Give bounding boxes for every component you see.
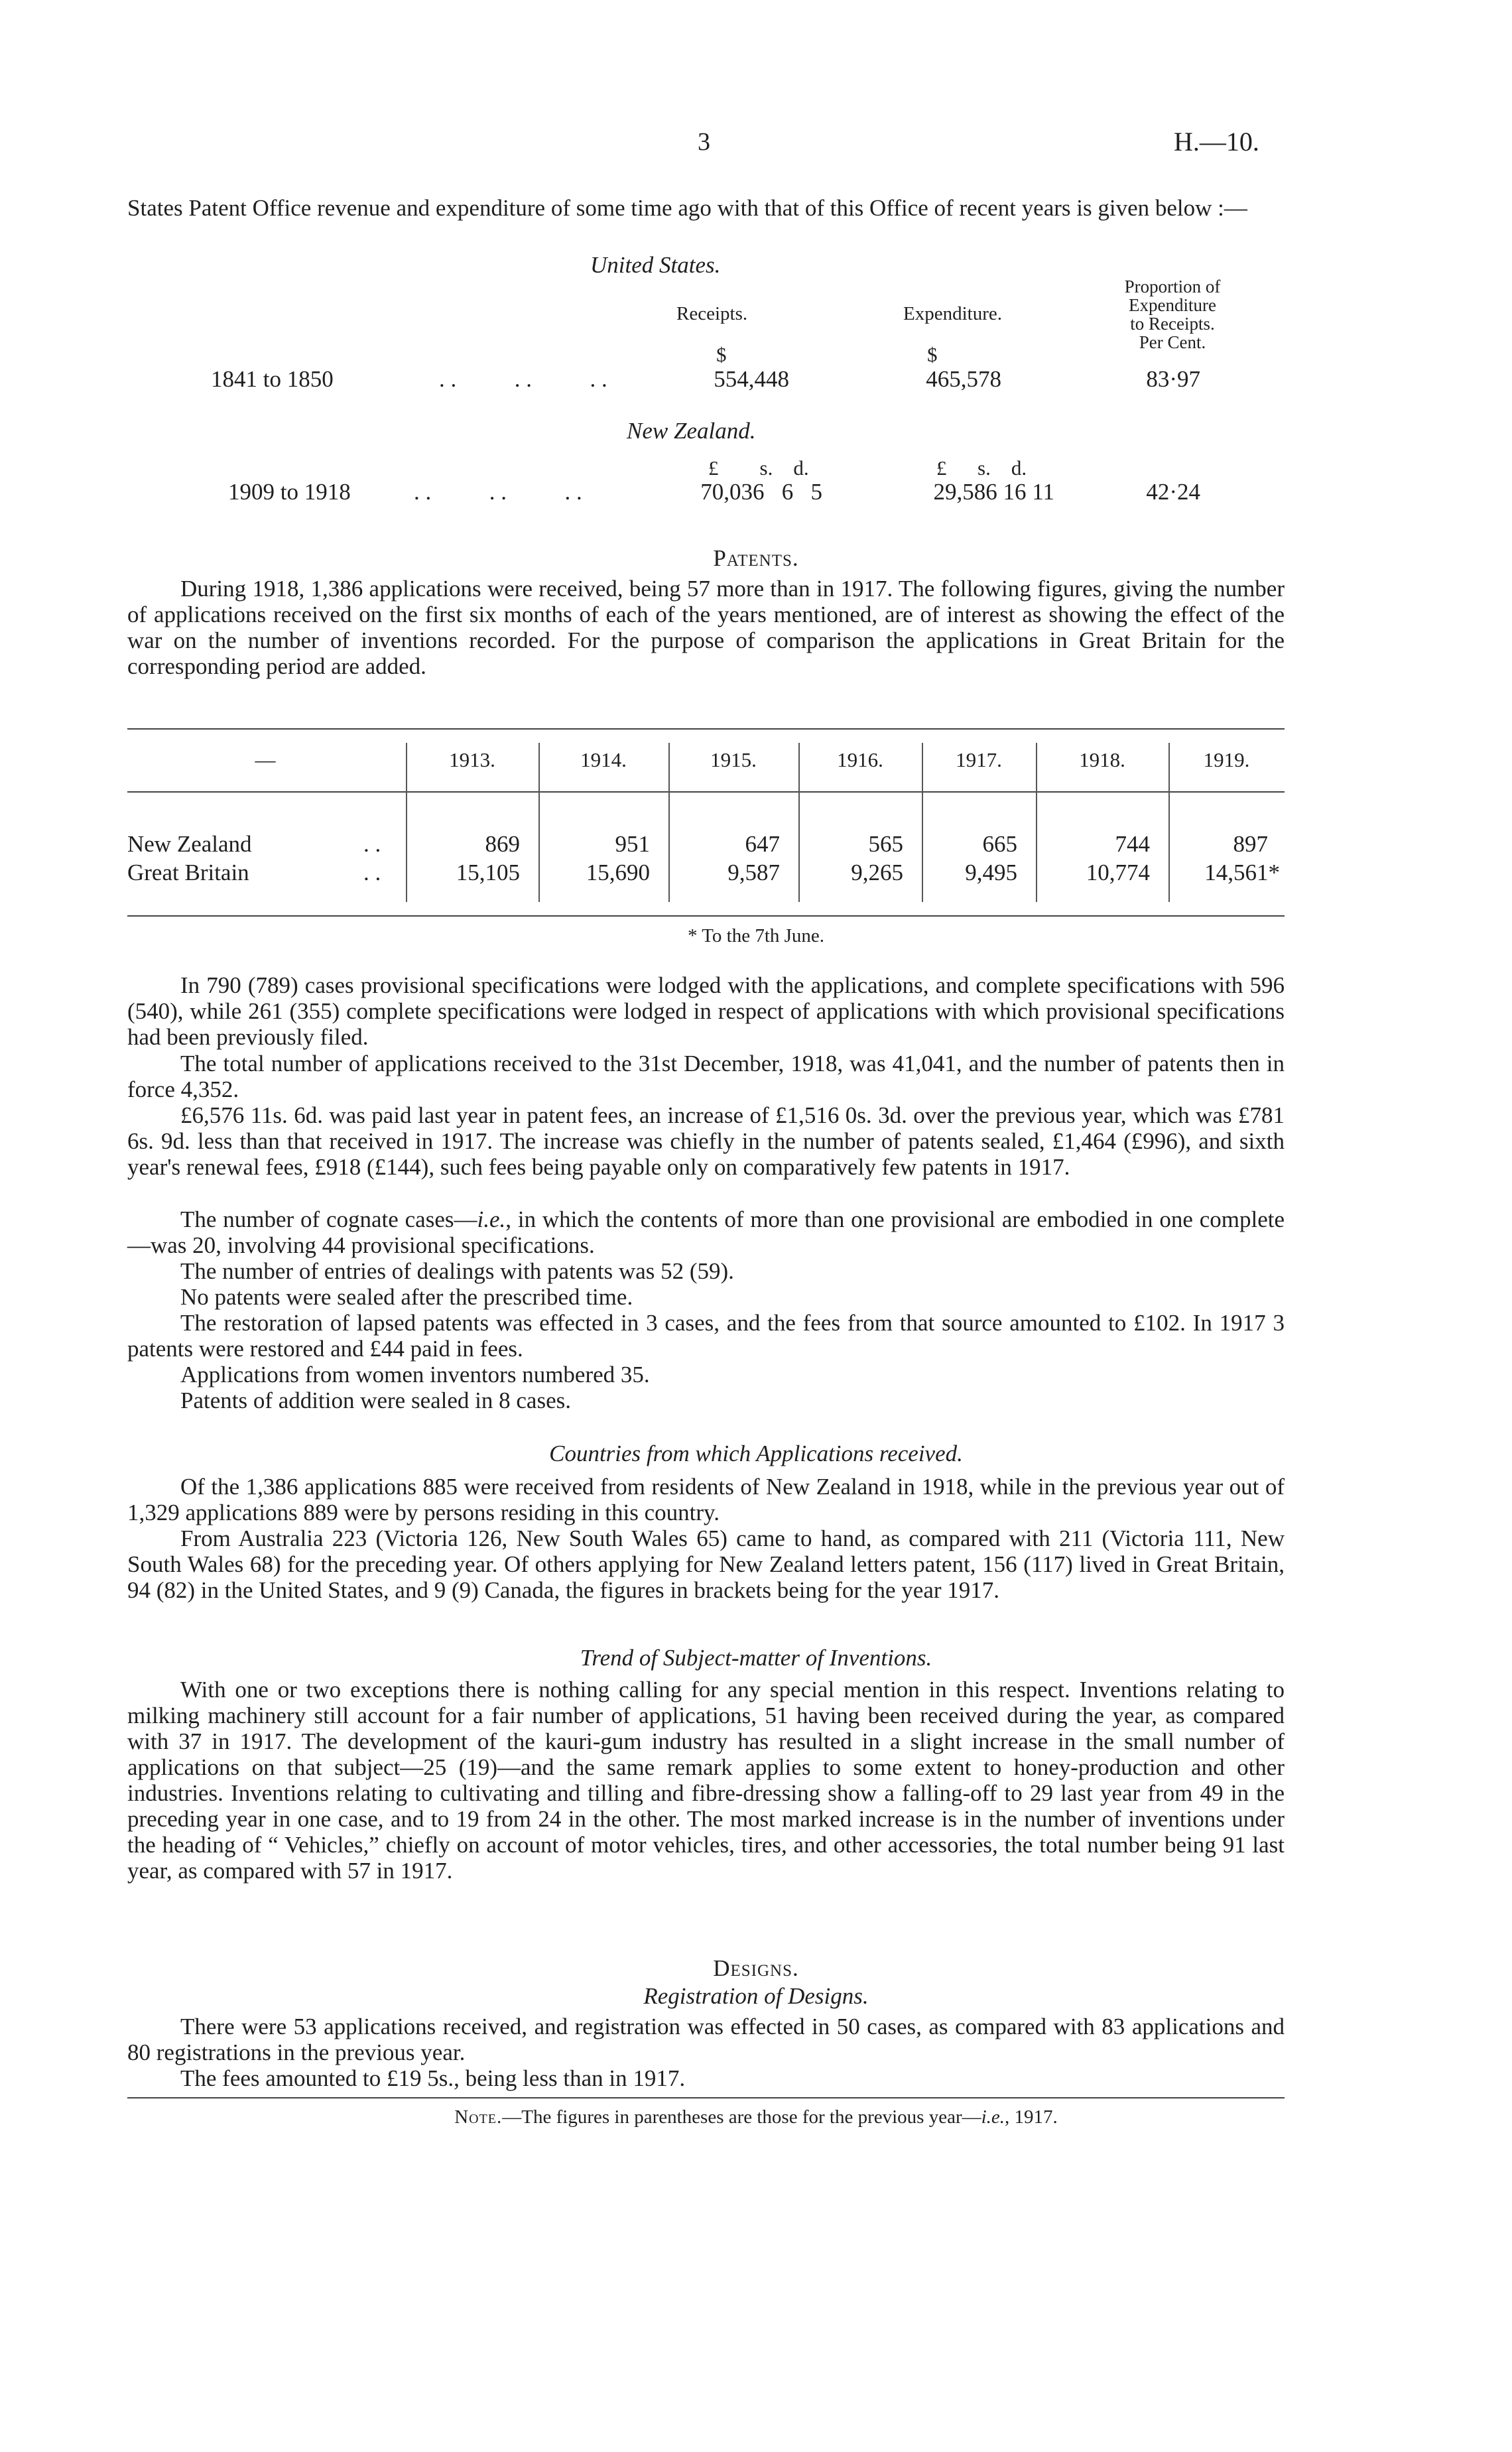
page-number: 3 <box>698 128 710 156</box>
table-cell: 897 <box>1233 831 1268 857</box>
designs-heading: Designs. <box>713 1955 799 1981</box>
table-cell: 15,690 <box>586 860 650 885</box>
us-row-leaders: . . . . . . <box>439 366 607 392</box>
nz-receipts-value: 70,036 6 5 <box>700 479 822 505</box>
expenditure-dollar-unit: $ <box>927 343 938 366</box>
year-header-1919: 1919. <box>1203 748 1250 771</box>
table-cell: 565 <box>868 831 903 857</box>
note-rule <box>127 2097 1285 2098</box>
table-cell: 744 <box>1115 831 1150 857</box>
note-ie: i.e. <box>981 2106 1005 2128</box>
proportion-column-header <box>1073 277 1272 352</box>
cognate-text-b: , in which the contents of more than one provisional are embodied in one complete—was 20, involving 44 provisional specifications. <box>127 1206 1285 1258</box>
table-top-rule <box>127 728 1285 730</box>
us-period-label: 1841 to 1850 <box>211 366 334 392</box>
countries-paragraph-1: Of the 1,386 applications 885 were received from residents of New Zealand in 1918, while in the previous year out of 1,329 applications 889 were by persons residing in this country. <box>127 1474 1285 1525</box>
nz-row-leaders: . . . . . . <box>414 479 582 505</box>
patents-paragraph-3: The total number of applications received to the 31st December, 1918, was 41,041, and the number of patents then in force 4,352. <box>127 1051 1285 1102</box>
nz-expenditure-value: 29,586 16 11 <box>933 479 1054 505</box>
countries-paragraph-2: From Australia 223 (Victoria 126, New South Wales 65) came to hand, as compared with 211 (Victoria 111, New South Wales 68) for the preceding year. Of others applying for New Zealand letters patent, 156 (117) lived in Great Britain, 94 (82) in the United States, and 9 (9) Canada, the figures in brackets being for the year 1917. <box>127 1525 1285 1603</box>
patents-heading: Patents. <box>713 545 799 571</box>
expenditure-column-header: Expenditure. <box>903 303 1002 324</box>
receipts-dollar-unit: $ <box>716 343 727 366</box>
patents-paragraph-7: No patents were sealed after the prescribed time. <box>180 1284 633 1310</box>
row-label-new-zealand: New Zealand <box>127 831 252 857</box>
document-reference: H.—10. <box>1174 127 1259 157</box>
receipts-column-header: Receipts. <box>676 303 748 324</box>
table-cell: 15,105 <box>456 860 520 885</box>
row-label-great-britain: Great Britain <box>127 860 249 885</box>
percent-unit-label: Per Cent. <box>1139 332 1206 352</box>
trend-heading: Trend of Subject-matter of Inventions. <box>580 1645 932 1671</box>
united-states-heading: United States. <box>590 252 721 278</box>
year-header-1917: 1917. <box>956 748 1002 771</box>
proportion-header-line-1: Proportion of <box>1124 277 1221 296</box>
year-header-1915: 1915. <box>710 748 757 771</box>
patents-paragraph-4: £6,576 11s. 6d. was paid last year in patent fees, an increase of £1,516 0s. 3d. over the previous year, which was £781 6s. 9d. less than that received in 1917. The increase was chiefly in the number of patents sealed, £1,464 (£996), and sixth year's renewal fees, £918 (£144), such fees being payable only on comparatively few patents in 1917. <box>127 1102 1285 1180</box>
registration-subheading: Registration of Designs. <box>643 1983 869 2009</box>
note-label: Note. <box>454 2106 503 2128</box>
table-cell: 869 <box>485 831 520 857</box>
year-header-1916: 1916. <box>837 748 883 771</box>
table-cell: 9,265 <box>851 860 903 885</box>
patents-paragraph-6: The number of entries of dealings with patents was 52 (59). <box>180 1258 734 1284</box>
table-bottom-rule <box>127 915 1285 917</box>
table-cell: 10,774 <box>1086 860 1150 885</box>
table-footnote: * To the 7th June. <box>687 925 825 946</box>
patents-paragraph-1: During 1918, 1,386 applications were received, being 57 more than in 1917. The following figures, giving the number of applications received on the first six months of each of the years mentioned, are of interest as showing the effect of the war on the number of inventions recorded. For the purpose of comparison the applications in Great Britain for the corresponding period are added. <box>127 576 1285 679</box>
countries-heading: Countries from which Applications received. <box>549 1441 963 1466</box>
nz-expenditure-units: £ s. d. <box>936 456 1027 480</box>
proportion-header-line-3: to Receipts. <box>1130 314 1215 334</box>
patents-paragraph-10: Patents of addition were sealed in 8 cases. <box>180 1387 571 1413</box>
trend-paragraph-1: With one or two exceptions there is nothing calling for any special mention in this respect. Inventions relating to milking machinery still account for a fair number of applications, 51 having been received during the year, as compared with 37 in 1917. The development of the kauri-gum industry has resulted in a slight increase in the small number of applications on that subject—25 (19)—and the same remark applies to some extent to honey-production and other industries. Inventions relating to cultivating and tilling and fibre-dressing show a falling-off to 29 last year from 49 in the preceding year in one case, and to 19 from 24 in the other. The most marked increase is in the number of inventions under the heading of “ Vehicles,” chiefly on account of motor vehicles, tires, and other accessories, the total number being 91 last year, as compared with 57 in 1917. <box>127 1677 1285 1884</box>
table-cell: 9,587 <box>727 860 780 885</box>
intro-paragraph: States Patent Office revenue and expenditure of some time ago with that of this Office of recent years is given below :— <box>127 195 1247 221</box>
designs-paragraph-1: There were 53 applications received, and registration was effected in 50 cases, as compared with 83 applications and 80 registrations in the previous year. <box>127 2014 1285 2065</box>
nz-proportion-value: 42·24 <box>1146 479 1200 505</box>
note-text-a: —The figures in parentheses are those for the previous year— <box>502 2106 981 2128</box>
row-leaders: . . <box>363 831 381 857</box>
table-cell: 14,561* <box>1204 860 1280 885</box>
cognate-ie: i.e. <box>477 1206 506 1232</box>
table-cell: 9,495 <box>965 860 1017 885</box>
row-leaders: . . <box>363 860 381 885</box>
patents-paragraph-2: In 790 (789) cases provisional specifications were lodged with the applications, and complete specifications with 596 (540), while 261 (355) complete specifications were lodged in respect of applications with which provisional specifications had been previously filed. <box>127 972 1285 1050</box>
note-text-b: , 1917. <box>1005 2106 1058 2128</box>
us-receipts-value: 554,448 <box>714 366 789 392</box>
nz-period-label: 1909 to 1918 <box>228 479 351 505</box>
year-header-1918: 1918. <box>1079 748 1125 771</box>
year-header-1913: 1913. <box>449 748 495 771</box>
us-expenditure-value: 465,578 <box>926 366 1001 392</box>
footnote-note <box>0 2106 1512 2128</box>
table-cell: 665 <box>982 831 1017 857</box>
year-header-1914: 1914. <box>580 748 627 771</box>
us-proportion-value: 83·97 <box>1146 366 1200 392</box>
table-header-rule <box>127 791 1285 793</box>
patents-paragraph-8: The restoration of lapsed patents was effected in 3 cases, and the fees from that source amounted to £102. In 1917 3 patents were restored and £44 paid in fees. <box>127 1310 1285 1362</box>
table-corner-dash: — <box>255 748 276 771</box>
patents-paragraph-9: Applications from women inventors numbered 35. <box>180 1362 650 1387</box>
cognate-text-a: The number of cognate cases— <box>180 1206 477 1232</box>
patents-paragraph-5 <box>127 1206 1285 1258</box>
designs-paragraph-2: The fees amounted to £19 5s., being less than in 1917. <box>180 2065 686 2091</box>
proportion-header-line-2: Expenditure <box>1129 295 1216 315</box>
table-cell: 951 <box>615 831 650 857</box>
table-cell: 647 <box>745 831 780 857</box>
new-zealand-heading: New Zealand. <box>627 418 756 444</box>
nz-receipts-units: £ s. d. <box>708 456 809 480</box>
